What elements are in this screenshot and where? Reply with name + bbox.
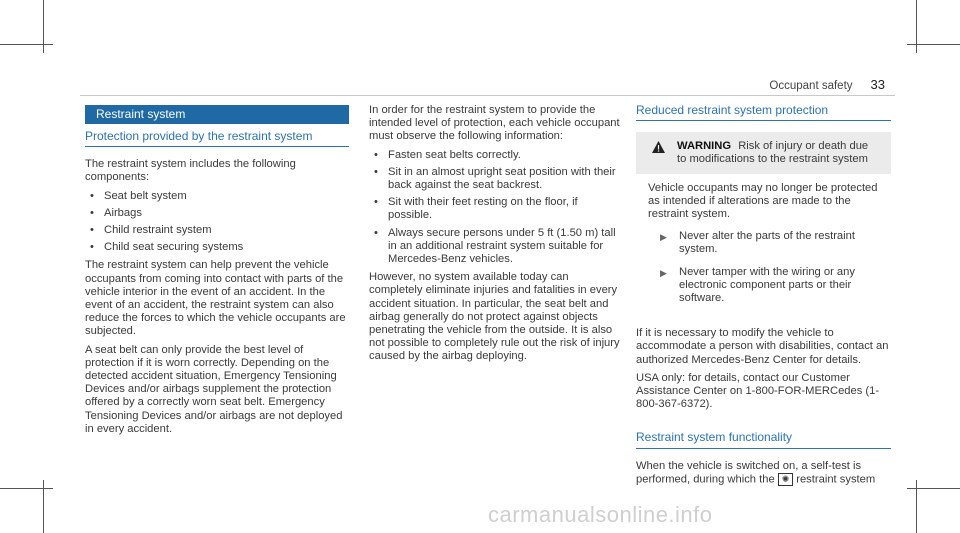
- step-arrow-icon: ▶: [660, 232, 667, 243]
- step-text: Never alter the parts of the restraint system.: [679, 230, 855, 256]
- list-item: • Sit in an almost upright seat position with their back against the seat backrest.: [369, 166, 621, 192]
- list-item: • Sit with their feet resting on the floor, if possible.: [369, 196, 621, 222]
- section-bar-restraint-system: Restraint system: [85, 105, 349, 124]
- list-item: • Airbags: [85, 207, 349, 220]
- paragraph: The restraint system can help prevent the vehicle occupants from coming into contact with parts of the vehicle interior in the event of an accident. In the event of an accident, the restraint system can also reduce the forces to which the vehicle occupants are subjected.: [85, 259, 346, 338]
- page-number: 33: [870, 77, 885, 92]
- watermark: carmanualsonline.info: [488, 502, 713, 527]
- column-left: [85, 105, 349, 441]
- step-arrow-icon: ▶: [660, 267, 667, 278]
- paragraph: USA only: for details, contact our Customer Assistance Center on 1-800-FOR-MERCedes (1-800-367-6372).: [636, 371, 880, 411]
- paragraph: If it is necessary to modify the vehicle to accommodate a person with disabilities, contact an authorized Mercedes-Benz Center for details.: [636, 327, 889, 366]
- list-item: • Fasten seat belts correctly.: [369, 149, 621, 162]
- crop-mark: [0, 44, 53, 45]
- list-item: • Child restraint system: [85, 224, 349, 237]
- warning-body: [636, 174, 891, 314]
- components-intro: The restraint system includes the following components:: [85, 158, 296, 184]
- column-middle: [369, 104, 621, 369]
- crop-mark: [43, 0, 44, 53]
- section-title: Occupant safety: [769, 80, 853, 92]
- crop-mark: [43, 480, 44, 533]
- components-list: [85, 190, 349, 255]
- paragraph: A seat belt can only provide the best level of protection if it is worn correctly. Depending on the detected accident situation, Emergency Tensioning Devices and/or airbags supplement the protection offered by a correctly worn seat belt. Emergency Tensioning Devices and/or airbags are not deployed in every accident.: [85, 343, 343, 435]
- subheading-protection: Protection provided by the restraint system: [85, 130, 349, 147]
- subheading-reduced-protection: Reduced restraint system protection: [636, 104, 891, 121]
- warning-step: [648, 266, 879, 306]
- step-text: Never tamper with the wiring or any electronic component parts or their software.: [679, 265, 855, 305]
- crop-mark: [907, 44, 960, 45]
- list-item: • Always secure persons under 5 ft (1.50 m) tall in an additional restraint system suitable for Mercedes-Benz vehicles.: [369, 227, 621, 267]
- crop-mark: [916, 0, 917, 53]
- crop-mark: [907, 488, 960, 489]
- warning-label: WARNING: [677, 140, 732, 153]
- warning-triangle-icon: [652, 141, 665, 153]
- crop-mark: [916, 480, 917, 533]
- warning-text: Vehicle occupants may no longer be protected as intended if alterations are made to the restraint system.: [648, 181, 878, 221]
- warning-step: [648, 230, 879, 256]
- paragraph: In order for the restraint system to provide the intended level of protection, each vehicle occupant must observe the following information:: [369, 104, 620, 143]
- warning-header: [648, 140, 879, 173]
- functionality-text-start: When the vehicle is switched on, a self-test is performed, during which the: [636, 459, 862, 486]
- column-right: [636, 104, 891, 492]
- paragraph: [636, 460, 891, 487]
- list-item: • Child seat securing systems: [85, 241, 349, 254]
- paragraph: However, no system available today can completely eliminate injuries and fatalities in every accident situation. In particular, the seat belt and airbag generally do not protect against objects penetrating the vehicle from the outside. It is also not possible to completely rule out the risk of injury caused by the airbag deploying.: [369, 271, 620, 363]
- subheading-functionality: Restraint system functionality: [636, 431, 891, 448]
- occupant-rules-list: [369, 149, 621, 267]
- warning-box: [636, 132, 891, 313]
- warning-title: Risk of injury or death due to modifications to the restraint system: [677, 140, 869, 166]
- restraint-system-warning-lamp-icon: ✺: [778, 473, 794, 486]
- crop-mark: [0, 488, 53, 489]
- header-divider: [80, 95, 895, 96]
- list-item: • Seat belt system: [85, 190, 349, 203]
- page-header: [769, 77, 885, 92]
- functionality-text-end: restraint system: [796, 473, 876, 486]
